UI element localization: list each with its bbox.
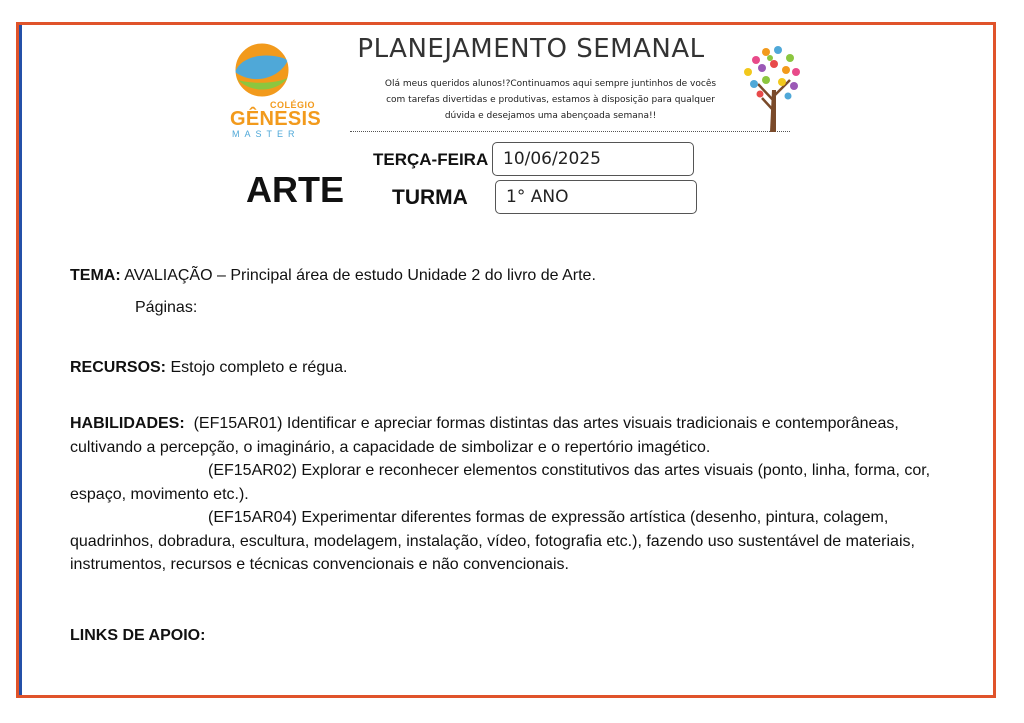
tema-label: TEMA: — [70, 267, 121, 284]
recursos-label: RECURSOS: — [70, 359, 167, 376]
habilidade-item — [70, 459, 950, 506]
paginas-label: Páginas: — [135, 299, 198, 316]
habilidade-text: (EF15AR01) Identificar e apreciar formas distintas das artes visuais tradicionais e contemporâneas, cultivando a percepção, o imaginário, a capacidade de simbolizar e o repertório imagético. — [70, 415, 899, 456]
habilidades-section — [70, 412, 950, 577]
subject-title: ARTE — [246, 169, 344, 210]
links-label: LINKS DE APOIO: — [70, 627, 206, 644]
habilidade-text: (EF15AR02) Explorar e reconhecer elementos constitutivos das artes visuais (ponto, linha, forma, cor, espaço, movimento etc.). — [70, 462, 931, 503]
links-section — [70, 624, 205, 648]
recursos-section — [70, 356, 950, 380]
habilidade-item — [70, 412, 950, 459]
habilidade-item — [70, 506, 950, 577]
page-frame-accent — [19, 25, 22, 695]
turma-field[interactable]: 1° ANO — [495, 180, 697, 214]
logo-colegio-text: COLÉGIO — [270, 100, 316, 110]
colorful-tree-icon — [736, 40, 806, 134]
habilidade-indent — [70, 462, 208, 479]
intro-message: Olá meus queridos alunos!?Continuamos aqui sempre juntinhos de vocês com tarefas divertidas e produtivas, estamos à disposição para qualquer dúvida e desejamos uma abençoada semana!! — [384, 79, 717, 121]
recursos-text: Estojo completo e régua. — [170, 359, 348, 376]
date-field[interactable]: 10/06/2025 — [492, 142, 694, 176]
logo-emblem-icon — [230, 40, 294, 100]
tema-section — [70, 264, 950, 288]
logo-master-text: MASTER — [232, 129, 300, 139]
page-title: PLANEJAMENTO SEMANAL — [357, 34, 705, 64]
tema-text: AVALIAÇÃO – Principal área de estudo Unidade 2 do livro de Arte. — [124, 267, 596, 284]
habilidade-text: (EF15AR04) Experimentar diferentes formas de expressão artística (desenho, pintura, colagem, quadrinhos, dobradura, escultura, modelagem, instalação, vídeo, fotografia etc.), fazendo uso sustentável de materiais, instrumentos, recursos e técnicas convencionais e não convencionais. — [70, 509, 915, 573]
header-divider — [350, 131, 790, 132]
turma-label: TURMA — [392, 186, 468, 209]
habilidade-indent — [70, 509, 208, 526]
school-logo — [218, 40, 326, 140]
day-label: TERÇA-FEIRA — [373, 150, 489, 169]
logo-name-text: GÊNESIS — [230, 108, 322, 130]
habilidades-label: HABILIDADES: — [70, 415, 185, 432]
